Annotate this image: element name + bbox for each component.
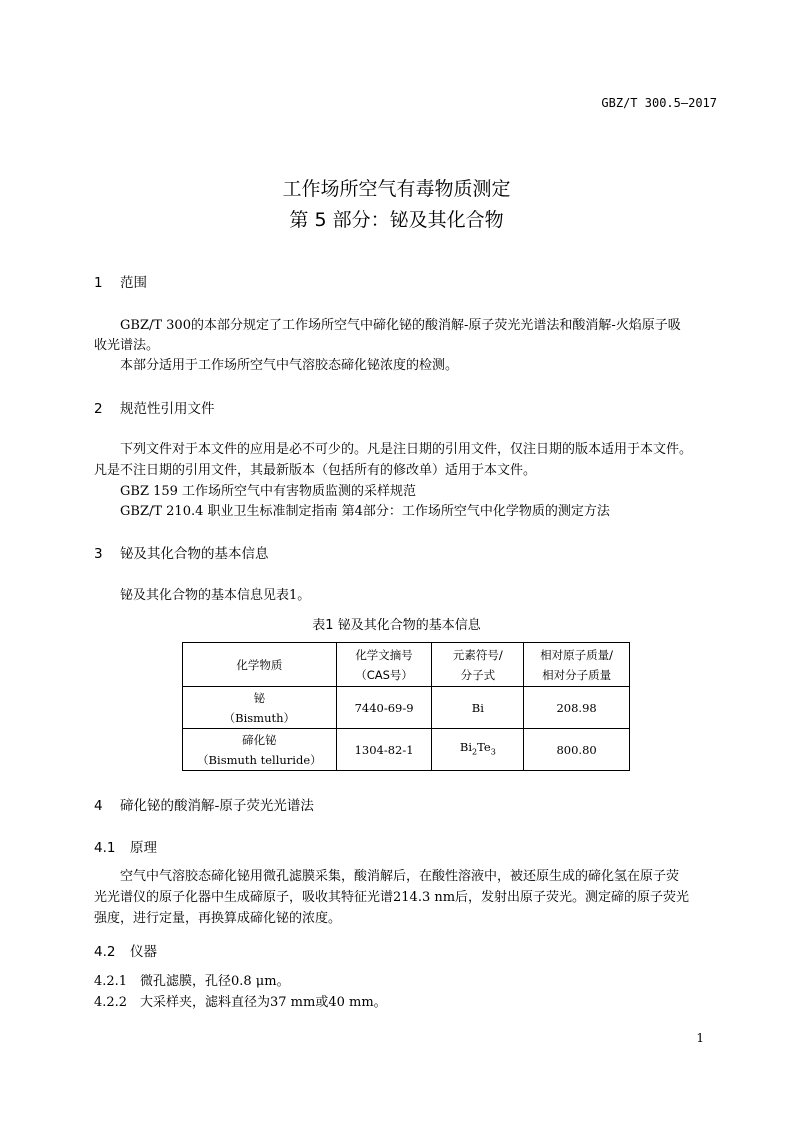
table-cell <box>183 687 337 729</box>
table-row <box>183 729 630 771</box>
section-2-heading <box>94 397 215 417</box>
paragraph: 光光谱仪的原子化器中生成碲原子，吸收其特征光谱214.3 nm后，发射出原子荧光。测定碲的原子荧光 <box>94 890 690 905</box>
table-header-row <box>183 643 630 687</box>
table-caption: 表1 铋及其化合物的基本信息 <box>312 618 481 633</box>
section-title: 碲化铋的酸消解-原子荧光光谱法 <box>120 798 314 814</box>
document-code: GBZ/T 300.5—2017 <box>601 96 717 110</box>
formula-part: Bi <box>459 739 473 754</box>
section-title: 仪器 <box>130 944 157 960</box>
table-cell: Bi <box>432 687 524 729</box>
section-title: 铋及其化合物的基本信息 <box>120 546 269 562</box>
section-1-heading <box>94 271 147 291</box>
paragraph: 收光谱法。 <box>94 338 160 353</box>
item-number: 4.2.1 <box>94 974 128 989</box>
item-text: 微孔滤膜，孔径0.8 μm。 <box>140 974 290 989</box>
item-text: 大采样夹，滤料直径为37 mm或40 mm。 <box>140 995 387 1010</box>
paragraph: 凡是不注日期的引用文件，其最新版本（包括所有的修改单）适用于本文件。 <box>94 463 537 478</box>
paragraph: 下列文件对于本文件的应用是必不可少的。凡是注日期的引用文件，仅注日期的版本适用于本文件。 <box>120 442 693 457</box>
paragraph: GBZ/T 300的本部分规定了工作场所空气中碲化铋的酸消解-原子荧光光谱法和酸消解-火焰原子吸 <box>120 318 681 333</box>
substance-name-en: （Bismuth） <box>223 710 296 725</box>
table-cell: 208.98 <box>524 687 630 729</box>
table-header-cell <box>432 643 524 687</box>
table-cell <box>183 729 337 771</box>
section-4-heading <box>94 794 314 814</box>
header-text: 化学文摘号 <box>355 647 413 662</box>
table-cell <box>432 729 524 771</box>
header-text: 相对原子质量/ <box>540 647 614 662</box>
reference-item: GBZ 159 工作场所空气中有害物质监测的采样规范 <box>120 484 417 499</box>
substance-name-en: （Bismuth telluride） <box>197 752 322 767</box>
document-subtitle: 第 5 部分：铋及其化合物 <box>289 209 504 231</box>
formula-part: Te <box>477 739 491 754</box>
section-number: 3 <box>94 546 103 562</box>
list-item <box>94 970 290 989</box>
header-text: 分子式 <box>460 667 496 682</box>
substance-name: 碲化铋 <box>242 732 277 747</box>
section-number: 4 <box>94 798 103 814</box>
paragraph: 本部分适用于工作场所空气中气溶胶态碲化铋浓度的检测。 <box>120 358 459 373</box>
table-row <box>183 687 630 729</box>
item-number: 4.2.2 <box>94 995 128 1010</box>
paragraph: 强度，进行定量，再换算成碲化铋的浓度。 <box>94 911 342 926</box>
substance-name: 铋 <box>253 690 266 705</box>
section-4-2-heading <box>94 940 157 960</box>
reference-item: GBZ/T 210.4 职业卫生标准制定指南 第4部分：工作场所空气中化学物质的测定方法 <box>120 504 610 519</box>
formula-subscript: 2 <box>472 747 478 757</box>
table-header-cell <box>336 643 432 687</box>
table-header-cell <box>183 643 337 687</box>
document-title: 工作场所空气有毒物质测定 <box>282 178 511 200</box>
table-cell: 1304-82-1 <box>336 729 432 771</box>
section-title: 原理 <box>130 840 157 856</box>
formula-subscript: 3 <box>490 747 496 757</box>
section-number: 4.2 <box>94 944 116 960</box>
table-header-cell <box>524 643 630 687</box>
header-text: （CAS号） <box>355 667 413 682</box>
header-text: 化学物质 <box>236 657 283 672</box>
section-number: 2 <box>94 401 103 417</box>
section-number: 1 <box>94 275 103 291</box>
section-title: 范围 <box>120 275 147 291</box>
header-text: 相对分子质量 <box>542 667 612 682</box>
section-4-1-heading <box>94 836 157 856</box>
section-title: 规范性引用文件 <box>120 401 215 417</box>
paragraph: 空气中气溶胶态碲化铋用微孔滤膜采集，酸消解后，在酸性溶液中，被还原生成的碲化氢在原子荧 <box>120 869 680 884</box>
section-number: 4.1 <box>94 840 116 856</box>
basic-info-table <box>182 642 630 771</box>
header-text: 元素符号/ <box>452 647 503 662</box>
list-item <box>94 991 387 1010</box>
paragraph: 铋及其化合物的基本信息见表1。 <box>120 588 311 603</box>
table-cell: 7440-69-9 <box>336 687 432 729</box>
table-cell: 800.80 <box>524 729 630 771</box>
section-3-heading <box>94 542 269 562</box>
page-number: 1 <box>696 1031 704 1045</box>
